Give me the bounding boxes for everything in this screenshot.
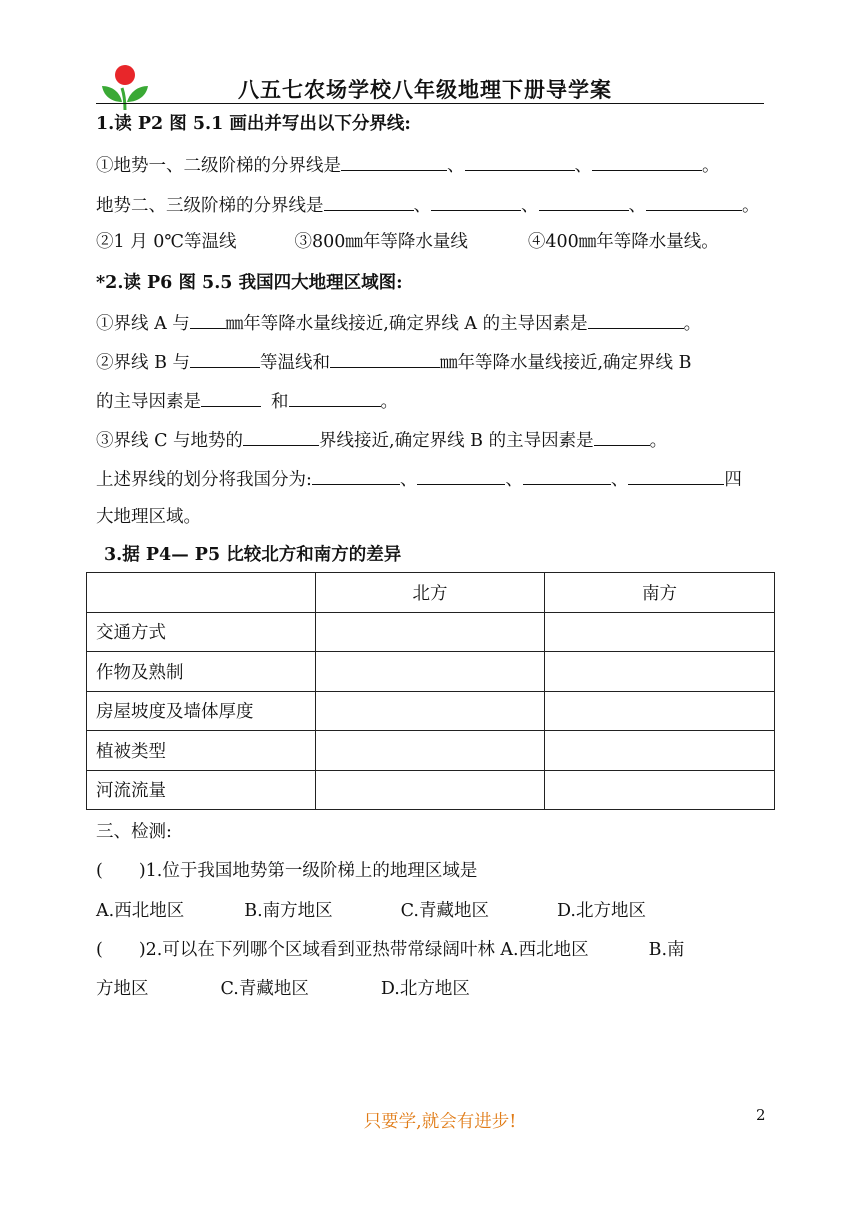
blank[interactable]: [201, 389, 261, 407]
text: ㎜年等降水量线接近,确定界线 A 的主导因素是: [225, 314, 588, 334]
separator: 、: [574, 156, 592, 176]
q1-line1-label: ①地势一、二级阶梯的分界线是: [96, 156, 341, 176]
separator: 、: [628, 196, 646, 216]
comparison-table: [86, 572, 775, 810]
blank[interactable]: [190, 311, 226, 329]
check-q2: [96, 939, 685, 961]
q1-line2-label: 地势二、三级阶梯的分界线是: [96, 196, 324, 216]
table-row: [87, 612, 775, 652]
blank[interactable]: [646, 193, 742, 211]
answer-cell[interactable]: [316, 770, 545, 810]
blank[interactable]: [539, 193, 629, 211]
text: ③界线 C 与地势的: [96, 431, 244, 451]
q1-line-1: [96, 153, 720, 177]
table-header-north: 北方: [316, 573, 545, 613]
answer-cell[interactable]: [545, 731, 775, 771]
option-d: D.北方地区: [556, 901, 646, 921]
q2-line-5: [96, 467, 742, 491]
q2-line-1: [96, 311, 701, 335]
check-q2-options: [96, 978, 470, 1000]
table-row: [87, 731, 775, 771]
blank[interactable]: [341, 153, 447, 171]
answer-cell[interactable]: [316, 731, 545, 771]
answer-cell[interactable]: [316, 652, 545, 692]
row-label: 植被类型: [87, 731, 316, 771]
school-logo: [100, 62, 150, 112]
row-label: 作物及熟制: [87, 652, 316, 692]
blank[interactable]: [324, 193, 414, 211]
question-text: 2.可以在下列哪个区域看到亚热带常绿阔叶林 A.西北地区: [145, 940, 589, 960]
period: 。: [742, 196, 760, 216]
check-q1-options: [96, 900, 646, 922]
blank[interactable]: [588, 311, 684, 329]
page-number: 2: [756, 1106, 766, 1124]
text: ①界线 A 与: [96, 314, 190, 334]
check-q1: [96, 860, 477, 882]
question-text: 1.位于我国地势第一级阶梯上的地理区域是: [145, 861, 478, 881]
blank[interactable]: [312, 467, 400, 485]
table-header-cell: [87, 573, 316, 613]
answer-cell[interactable]: [316, 691, 545, 731]
answer-paren-open: (: [96, 861, 103, 881]
check-title: 三、检测:: [96, 822, 172, 842]
answer-cell[interactable]: [316, 612, 545, 652]
option-b: B.南: [648, 940, 685, 960]
answer-cell[interactable]: [545, 652, 775, 692]
blank[interactable]: [465, 153, 575, 171]
table-row: [87, 652, 775, 692]
q1-title: 1.读 P2 图 5.1 画出并写出以下分界线:: [96, 114, 411, 134]
blank[interactable]: [431, 193, 521, 211]
answer-paren-close: ): [138, 940, 146, 960]
row-label: 房屋坡度及墙体厚度: [87, 691, 316, 731]
q1-line-3: [96, 231, 719, 253]
text: 上述界线的划分将我国分为:: [96, 470, 312, 490]
text: 等温线和: [260, 353, 330, 373]
footer-motto: 只要学,就会有进步!: [363, 1112, 517, 1132]
option-c: C.青藏地区: [220, 979, 309, 999]
page-header-title: 八五七农场学校八年级地理下册导学案: [238, 77, 612, 102]
text: 四: [724, 470, 742, 490]
period: 。: [702, 156, 720, 176]
q2-title: *2.读 P6 图 5.5 我国四大地理区域图:: [96, 273, 403, 293]
separator: 、: [447, 156, 465, 176]
option-b-cont: 方地区: [96, 979, 149, 999]
option-a: A.西北地区: [96, 901, 185, 921]
q1-item-400mm: ④400㎜年等降水量线。: [527, 232, 719, 252]
text: ②界线 B 与: [96, 353, 190, 373]
blank[interactable]: [289, 389, 381, 407]
row-label: 河流流量: [87, 770, 316, 810]
table-header-row: [87, 573, 775, 613]
blank[interactable]: [330, 350, 440, 368]
table-header-south: 南方: [545, 573, 775, 613]
separator: 、: [505, 470, 523, 490]
text: 和: [271, 392, 289, 412]
row-label: 交通方式: [87, 612, 316, 652]
table-row: [87, 691, 775, 731]
answer-cell[interactable]: [545, 612, 775, 652]
blank[interactable]: [190, 350, 260, 368]
text: 的主导因素是: [96, 392, 201, 412]
q1-line-2: [96, 193, 760, 217]
answer-paren-close: ): [138, 861, 146, 881]
blank[interactable]: [417, 467, 505, 485]
option-c: C.青藏地区: [400, 901, 489, 921]
blank[interactable]: [594, 428, 650, 446]
separator: 、: [610, 470, 629, 490]
option-b: B.南方地区: [244, 901, 333, 921]
q2-line-6: 大地理区域。: [96, 507, 201, 527]
period: 。: [380, 392, 398, 412]
answer-cell[interactable]: [545, 691, 775, 731]
text: ㎜年等降水量线接近,确定界线 B: [440, 353, 692, 373]
blank[interactable]: [243, 428, 319, 446]
q1-item-isotherm: ②1 月 0℃等温线: [96, 232, 237, 252]
period: 。: [649, 431, 668, 451]
table-row: [87, 770, 775, 810]
separator: 、: [399, 470, 418, 490]
blank[interactable]: [592, 153, 702, 171]
q1-item-800mm: ③800㎜年等降水量线: [294, 232, 468, 252]
option-d: D.北方地区: [380, 979, 470, 999]
blank[interactable]: [523, 467, 611, 485]
text: 界线接近,确定界线 B 的主导因素是: [319, 431, 594, 451]
answer-cell[interactable]: [545, 770, 775, 810]
blank[interactable]: [628, 467, 724, 485]
q3-title: 3.据 P4— P5 比较北方和南方的差异: [104, 545, 402, 565]
period: 。: [683, 314, 702, 334]
q2-line-2: [96, 350, 692, 374]
separator: 、: [521, 196, 539, 216]
header-divider: [96, 103, 764, 104]
q2-line-3: [96, 389, 398, 413]
answer-paren-open: (: [96, 940, 103, 960]
separator: 、: [413, 196, 431, 216]
q2-line-4: [96, 428, 667, 452]
